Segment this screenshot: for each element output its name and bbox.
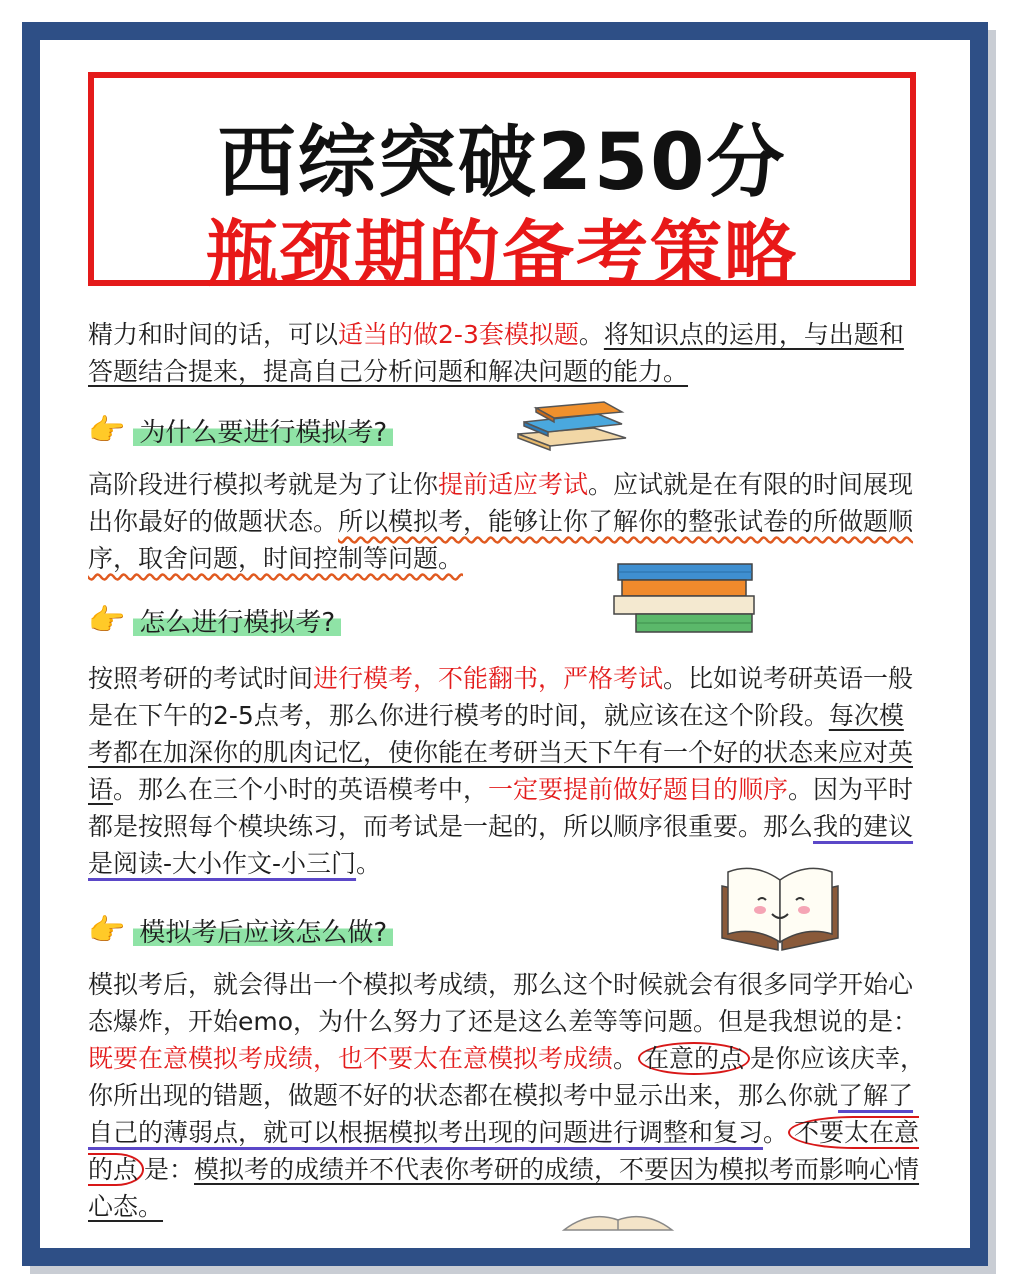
- para-underlined: 模拟考的成绩并不代表你考研的成绩，不要因为模拟考而影响心情心态。: [88, 1155, 920, 1221]
- para-purple-underlined: 我的建议是阅读-大小作文-小三门: [88, 812, 914, 878]
- para-underlined: 每次模考都在加深你的肌肉记忆，使你能在考研当天下午有一个好的状态来应对英语: [88, 701, 914, 804]
- para-text: 高阶段进行模拟考就是为了让你: [88, 470, 439, 499]
- book-stack-icon: [514, 398, 630, 452]
- section2-paragraph: [88, 660, 928, 882]
- para-text: 。: [356, 849, 382, 878]
- para-highlight: 一定要提前做好题目的顺序: [488, 775, 789, 804]
- para-text: 。因为平时都是按照每个模块练习，而考试是一起的，所以顺序很重要。那么: [88, 775, 914, 841]
- section3-paragraph: [88, 966, 928, 1225]
- heading-text: 为什么要进行模拟考?: [133, 412, 393, 449]
- pointing-hand-icon: 👉: [88, 912, 126, 948]
- section-heading-after: [88, 910, 393, 950]
- circled-text: 不要太在意的点: [88, 1118, 920, 1184]
- para-text: 模拟考后，就会得出一个模拟考成绩，那么这个时候就会有很多同学开始心态爆炸，开始emo，为什么努力了还是这么差等等问题。但是我想说的是：: [88, 970, 919, 1036]
- intro-paragraph: [88, 316, 928, 390]
- section-heading-why: [88, 410, 393, 450]
- section1-paragraph: [88, 466, 928, 577]
- para-highlight: 进行模考，不能翻书，严格考试: [313, 664, 664, 693]
- para-highlight: 提前适应考试: [438, 470, 589, 499]
- para-text: 。比如说考研英语一般是在下午的2-5点考，那么你进行模考的时间，就应该在这个阶段。: [88, 664, 914, 730]
- title-subtitle: 瓶颈期的备考策略: [205, 212, 798, 296]
- title-box: [88, 72, 916, 296]
- smiling-open-book-icon: [718, 858, 842, 954]
- para-highlight: 既要在意模拟考成绩，也不要太在意模拟考成绩: [88, 1044, 614, 1073]
- book-stack-icon: [612, 560, 760, 638]
- para-text: 。应试就是在有限的时间展现出你最好的做题状态。: [88, 470, 914, 536]
- pointing-hand-icon: 👉: [88, 412, 126, 448]
- pointing-hand-icon: 👉: [88, 602, 126, 638]
- open-book-icon: [560, 1206, 676, 1232]
- heading-text: 怎么进行模拟考?: [133, 602, 341, 639]
- circled-text: 在意的点: [638, 1042, 750, 1075]
- intro-highlight: 适当的做2-3套模拟题: [338, 320, 579, 349]
- para-text: 。那么在三个小时的英语模考中，: [113, 775, 489, 804]
- section-heading-how: [88, 600, 341, 640]
- para-text: 。: [613, 1044, 639, 1073]
- para-wavy-underlined: 所以模拟考，能够让你了解你的整张试卷的所做题顺序，取舍问题，时间控制等问题。: [88, 507, 914, 573]
- heading-text: 模拟考后应该怎么做?: [133, 912, 393, 949]
- intro-text: 。: [578, 320, 604, 349]
- intro-underlined: 将知识点的运用，与出题和答题结合提来，提高自己分析问题和解决问题的能力。: [88, 320, 904, 386]
- intro-text: 精力和时间的话，可以: [88, 320, 339, 349]
- para-text: 是：: [144, 1155, 195, 1184]
- title-main: 西综突破250分: [217, 118, 787, 208]
- para-text: 按照考研的考试时间: [88, 664, 314, 693]
- para-text: 是你应该庆幸，你所出现的错题，做题不好的状态都在模拟考中显示出来，那么你就: [88, 1044, 926, 1110]
- para-purple-underlined: 了解了自己的薄弱点，就可以根据模拟考出现的问题进行调整和复习: [88, 1081, 914, 1147]
- para-text: 。: [763, 1118, 789, 1147]
